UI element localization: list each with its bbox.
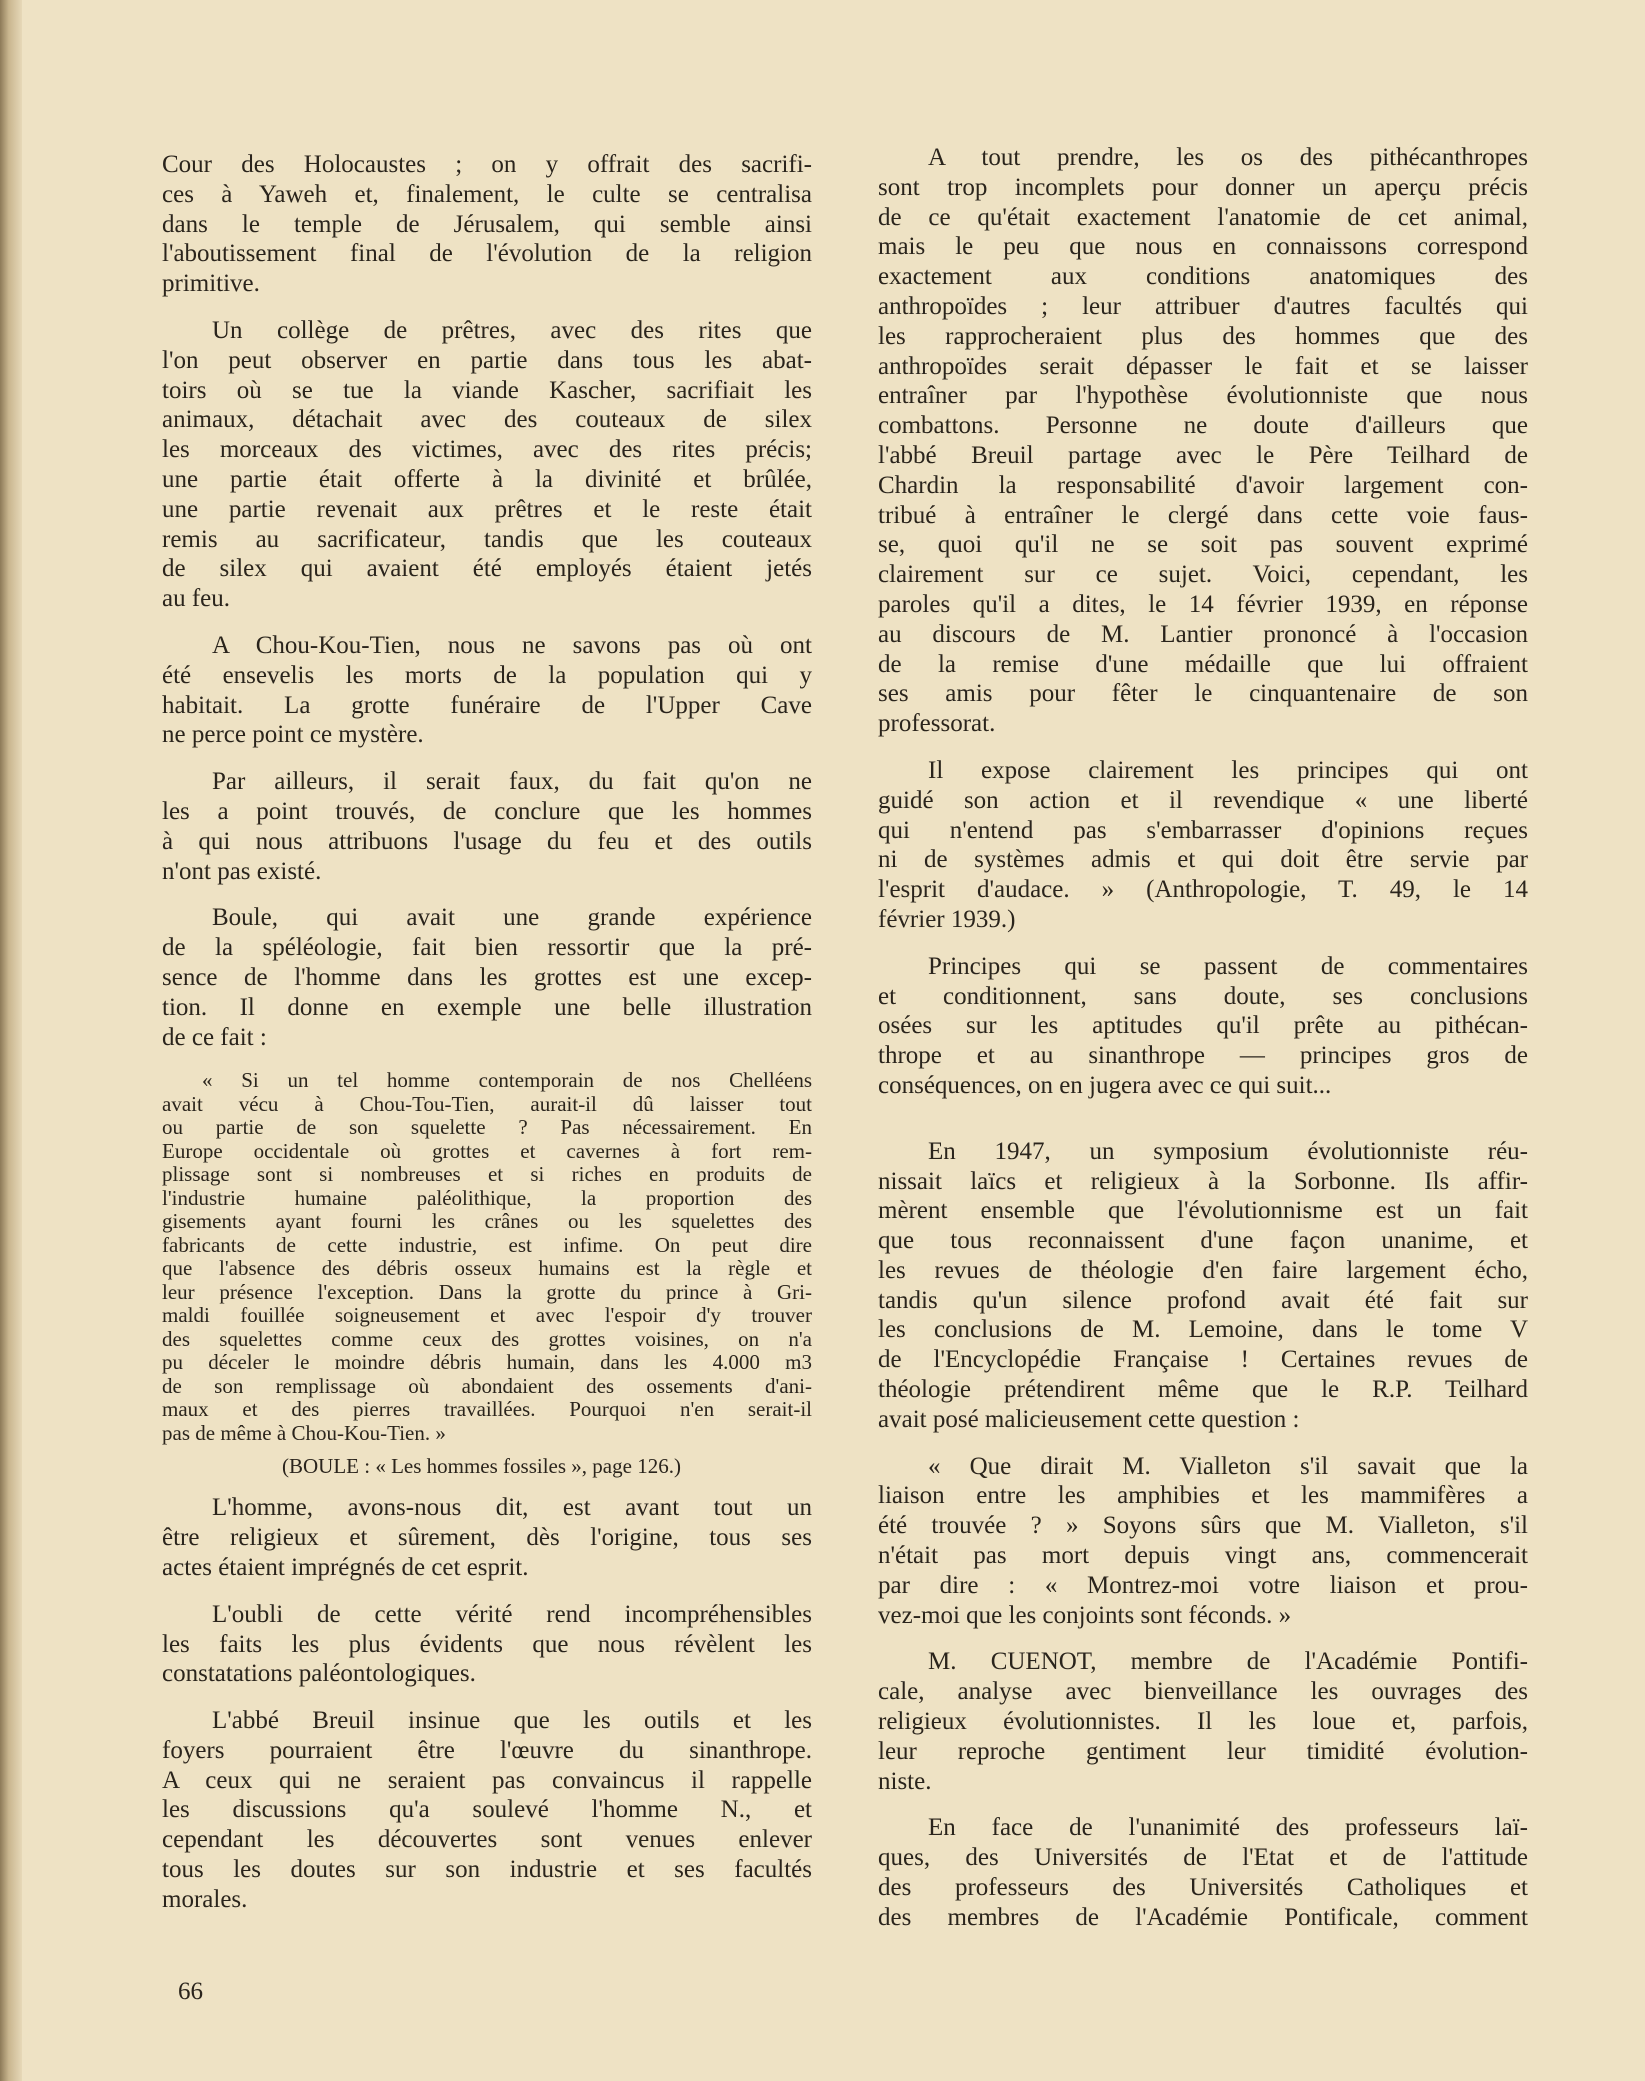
text-line: foyers pourraient être l'œuvre du sinanthrope. (162, 1736, 812, 1764)
text-line: animaux, détachait avec des couteaux de silex (162, 406, 812, 434)
text-line: les faits les plus évidents que nous révèlent les (162, 1630, 812, 1658)
paragraph (162, 150, 812, 299)
text-line: conséquences, on en jugera avec ce qui suit... (878, 1071, 1332, 1099)
text-line: l'aboutissement final de l'évolution de la religion (162, 240, 812, 268)
text-line: Principes qui se passent de commentaires (928, 952, 1528, 980)
text-line: Cour des Holocaustes ; on y offrait des sacrifi- (162, 151, 812, 178)
text-line: se, quoi qu'il ne se soit pas souvent exprimé (878, 531, 1528, 559)
text-line: guidé son action et il revendique « une liberté (878, 786, 1528, 814)
page-number: 66 (178, 1978, 203, 2005)
text-line: vez-moi que les conjoints sont féconds. » (878, 1601, 1292, 1629)
text-line: Chardin la responsabilité d'avoir largement con- (878, 471, 1528, 499)
text-line: leur reproche gentiment leur timidité évolution- (878, 1737, 1528, 1765)
text-line: maux et des pierres travaillées. Pourquoi n'en serait-il (162, 1397, 812, 1422)
paragraph (878, 756, 1528, 935)
text-line: des professeurs des Universités Catholiques et (878, 1874, 1528, 1902)
left-paragraphs-before-quote (162, 150, 812, 1052)
quote-body (162, 1069, 812, 1445)
right-column (878, 143, 1528, 1950)
paragraph (878, 143, 1528, 739)
text-line: avait vécu à Chou-Tou-Tien, aurait-il dû laisser tout (162, 1091, 812, 1116)
text-line: fabricants de cette industrie, est infime. On peut dire (162, 1232, 812, 1257)
text-line: que tous reconnaissent d'une façon unanime, et (878, 1227, 1528, 1255)
paragraph (162, 767, 812, 886)
text-line: combattons. Personne ne doute d'ailleurs que (878, 412, 1528, 440)
block-quote (162, 1069, 812, 1445)
text-line: M. CUENOT, membre de l'Académie Pontifi- (928, 1648, 1528, 1676)
text-line: Un collège de prêtres, avec des rites que (212, 316, 812, 344)
text-line: tribué à entraîner le clergé dans cette voie faus- (878, 501, 1528, 529)
page-binding-edge (0, 0, 22, 2081)
paragraph (162, 316, 812, 614)
text-line: A Chou-Kou-Tien, nous ne savons pas où ont (212, 631, 812, 659)
text-line: maldi fouillée soigneusement et avec l'espoir d'y trouver (162, 1303, 812, 1328)
paragraph (878, 1813, 1528, 1932)
text-line: les conclusions de M. Lemoine, dans le tome V (878, 1316, 1528, 1344)
text-line: mèrent ensemble que l'évolutionnisme est un fait (878, 1197, 1528, 1225)
paragraph (162, 1493, 812, 1582)
text-line: n'ont pas existé. (162, 857, 322, 885)
text-line: être religieux et sûrement, dès l'origine, tous ses (162, 1524, 812, 1552)
paragraph (162, 1706, 812, 1915)
text-line: exactement aux conditions anatomiques des (878, 263, 1528, 291)
text-line: théologie prétendirent même que le R.P. Teilhard (878, 1376, 1528, 1404)
text-line: de ce qu'était exactement l'anatomie de cet animal, (878, 203, 1528, 231)
left-column (162, 150, 812, 1932)
text-line: primitive. (162, 270, 260, 298)
text-line: cale, analyse avec bienveillance les ouvrages des (878, 1678, 1528, 1706)
text-line: entraîner par l'hypothèse évolutionniste que nous (878, 382, 1528, 410)
text-line: les rapprocheraient plus des hommes que des (878, 322, 1528, 350)
text-line: En 1947, un symposium évolutionniste réu- (928, 1137, 1528, 1165)
text-line: des squelettes comme ceux des grottes voisines, on n'a (162, 1326, 812, 1351)
paragraph (878, 952, 1528, 1101)
text-line: Par ailleurs, il serait faux, du fait qu'on ne (212, 768, 812, 796)
text-line: anthropoïdes serait dépasser le fait et se laisser (878, 352, 1528, 380)
text-line: L'homme, avons-nous dit, est avant tout un (212, 1494, 812, 1522)
text-line: l'on peut observer en partie dans tous les abat- (162, 346, 812, 374)
text-line: leur présence l'exception. Dans la grotte du prince à Gri- (162, 1279, 812, 1304)
text-line: pas de même à Chou-Kou-Tien. » (162, 1420, 446, 1445)
text-line: religieux évolutionnistes. Il les loue et, parfois, (878, 1708, 1528, 1736)
text-line: tandis qu'un silence profond avait été fait sur (878, 1286, 1528, 1314)
text-line: professorat. (878, 710, 996, 738)
text-line: à qui nous attribuons l'usage du feu et des outils (162, 827, 812, 855)
paragraph (878, 1647, 1528, 1796)
text-line: qui n'entend pas s'embarrasser d'opinions reçues (878, 816, 1528, 844)
text-line: l'abbé Breuil partage avec le Père Teilhard de (878, 441, 1528, 469)
text-line: sont trop incomplets pour donner un aperçu précis (878, 173, 1528, 201)
text-line: été trouvée ? » Soyons sûrs que M. Vialleton, s'il (878, 1512, 1528, 1540)
paragraph (878, 1452, 1528, 1631)
text-line: sence de l'homme dans les grottes est une excep- (162, 963, 812, 991)
paragraph (162, 903, 812, 1052)
text-line: clairement sur ce sujet. Voici, cependant, les (878, 561, 1528, 589)
text-line: les revues de théologie d'en faire largement écho, (878, 1256, 1528, 1284)
text-line: habitait. La grotte funéraire de l'Upper Cave (162, 691, 812, 719)
text-line: L'oubli de cette vérité rend incompréhensibles (212, 1600, 812, 1628)
text-line: morales. (162, 1885, 248, 1913)
text-line: de l'Encyclopédie Française ! Certaines revues de (878, 1346, 1528, 1374)
text-line: tion. Il donne en exemple une belle illustration (162, 993, 812, 1021)
text-line: Europe occidentale où grottes et cavernes à fort rem- (162, 1138, 812, 1163)
text-line: toirs où se tue la viande Kascher, sacrifiait les (162, 376, 812, 404)
text-line: mais le peu que nous en connaissons correspond (878, 233, 1528, 261)
text-line: été ensevelis les morts de la population qui y (162, 661, 812, 689)
text-line: anthropoïdes ; leur attribuer d'autres facultés qui (878, 292, 1528, 320)
text-line: par dire : « Montrez-moi votre liaison et prou- (878, 1571, 1528, 1599)
text-line: « Si un tel homme contemporain de nos Chelléens (202, 1068, 812, 1093)
text-line: de la remise d'une médaille que lui offraient (878, 650, 1528, 678)
text-line: pu déceler le moindre débris humain, dans les 4.000 m3 (162, 1350, 812, 1375)
text-line: tous les doutes sur son industrie et ses facultés (162, 1856, 812, 1884)
text-line: de ce fait : (162, 1023, 267, 1051)
text-line: les discussions qu'a soulevé l'homme N., et (162, 1796, 812, 1824)
text-line: ni de systèmes admis et qui doit être servie par (878, 846, 1528, 874)
text-line: Boule, qui avait une grande expérience (212, 904, 812, 932)
paragraph (162, 631, 812, 750)
text-line: avait posé malicieusement cette question : (878, 1405, 1300, 1433)
text-line: nissait laïcs et religieux à la Sorbonne. Ils affir- (878, 1167, 1528, 1195)
text-line: liaison entre les amphibies et les mammifères a (878, 1482, 1528, 1510)
text-line: dans le temple de Jérusalem, qui semble ainsi (162, 210, 812, 238)
text-line: remis au sacrificateur, tandis que les couteaux (162, 525, 812, 553)
text-line: n'était pas mort depuis vingt ans, commencerait (878, 1542, 1528, 1570)
text-line: plissage sont si nombreuses et si riches en produits de (162, 1162, 812, 1187)
text-line: au feu. (162, 585, 231, 613)
paragraph (878, 1137, 1528, 1435)
text-line: niste. (878, 1767, 932, 1795)
text-line: février 1939.) (878, 905, 1016, 933)
text-line: cependant les découvertes sont venues enlever (162, 1826, 812, 1854)
text-line: au discours de M. Lantier prononcé à l'occasion (878, 620, 1528, 648)
text-line: « Que dirait M. Vialleton s'il savait que la (928, 1452, 1528, 1480)
text-line: ques, des Universités de l'Etat et de l'attitude (878, 1844, 1528, 1872)
text-line: ou partie de son squelette ? Pas nécessairement. En (162, 1115, 812, 1140)
text-line: l'esprit d'audace. » (Anthropologie, T. 49, le 14 (878, 876, 1528, 904)
text-line: L'abbé Breuil insinue que les outils et les (212, 1707, 812, 1735)
text-line: des membres de l'Académie Pontificale, comment (878, 1903, 1528, 1931)
text-line: que l'absence des débris osseux humains est la règle et (162, 1256, 812, 1281)
text-line: actes étaient imprégnés de cet esprit. (162, 1553, 529, 1581)
text-line: et conditionnent, sans doute, ses conclusions (878, 982, 1528, 1010)
paragraph (162, 1600, 812, 1689)
text-line: de silex qui avaient été employés étaient jetés (162, 555, 812, 583)
text-line: En face de l'unanimité des professeurs laï- (928, 1814, 1528, 1842)
text-line: de la spéléologie, fait bien ressortir que la pré- (162, 934, 812, 962)
text-line: osées sur les aptitudes qu'il prête au pithécan- (878, 1012, 1528, 1040)
text-line: thrope et au sinanthrope — principes gros de (878, 1042, 1528, 1070)
text-line: les morceaux des victimes, avec des rites précis; (162, 436, 812, 464)
text-line: une partie revenait aux prêtres et le reste était (162, 495, 812, 523)
text-line: paroles qu'il a dites, le 14 février 1939, en réponse (878, 590, 1528, 618)
text-line: ces à Yaweh et, finalement, le culte se centralisa (162, 180, 812, 208)
text-line: gisements ayant fourni les crânes ou les squelettes des (162, 1209, 812, 1234)
text-line: A ceux qui ne seraient pas convaincus il rappelle (162, 1766, 812, 1794)
left-paragraphs-after-quote (162, 1493, 812, 1914)
text-line: ses amis pour fêter le cinquantenaire de son (878, 680, 1528, 708)
text-line: l'industrie humaine paléolithique, la proportion des (162, 1185, 812, 1210)
text-line: constatations paléontologiques. (162, 1660, 476, 1688)
text-line: une partie était offerte à la divinité et brûlée, (162, 465, 812, 493)
text-line: les a point trouvés, de conclure que les hommes (162, 797, 812, 825)
text-line: de son remplissage où abondaient des ossements d'ani- (162, 1373, 812, 1398)
text-line: Il expose clairement les principes qui ont (928, 756, 1528, 784)
text-line: A tout prendre, les os des pithécanthropes (928, 144, 1528, 171)
text-line: ne perce point ce mystère. (162, 721, 424, 749)
quote-citation: (BOULE : « Les hommes fossiles », page 126.) (282, 1454, 681, 1479)
